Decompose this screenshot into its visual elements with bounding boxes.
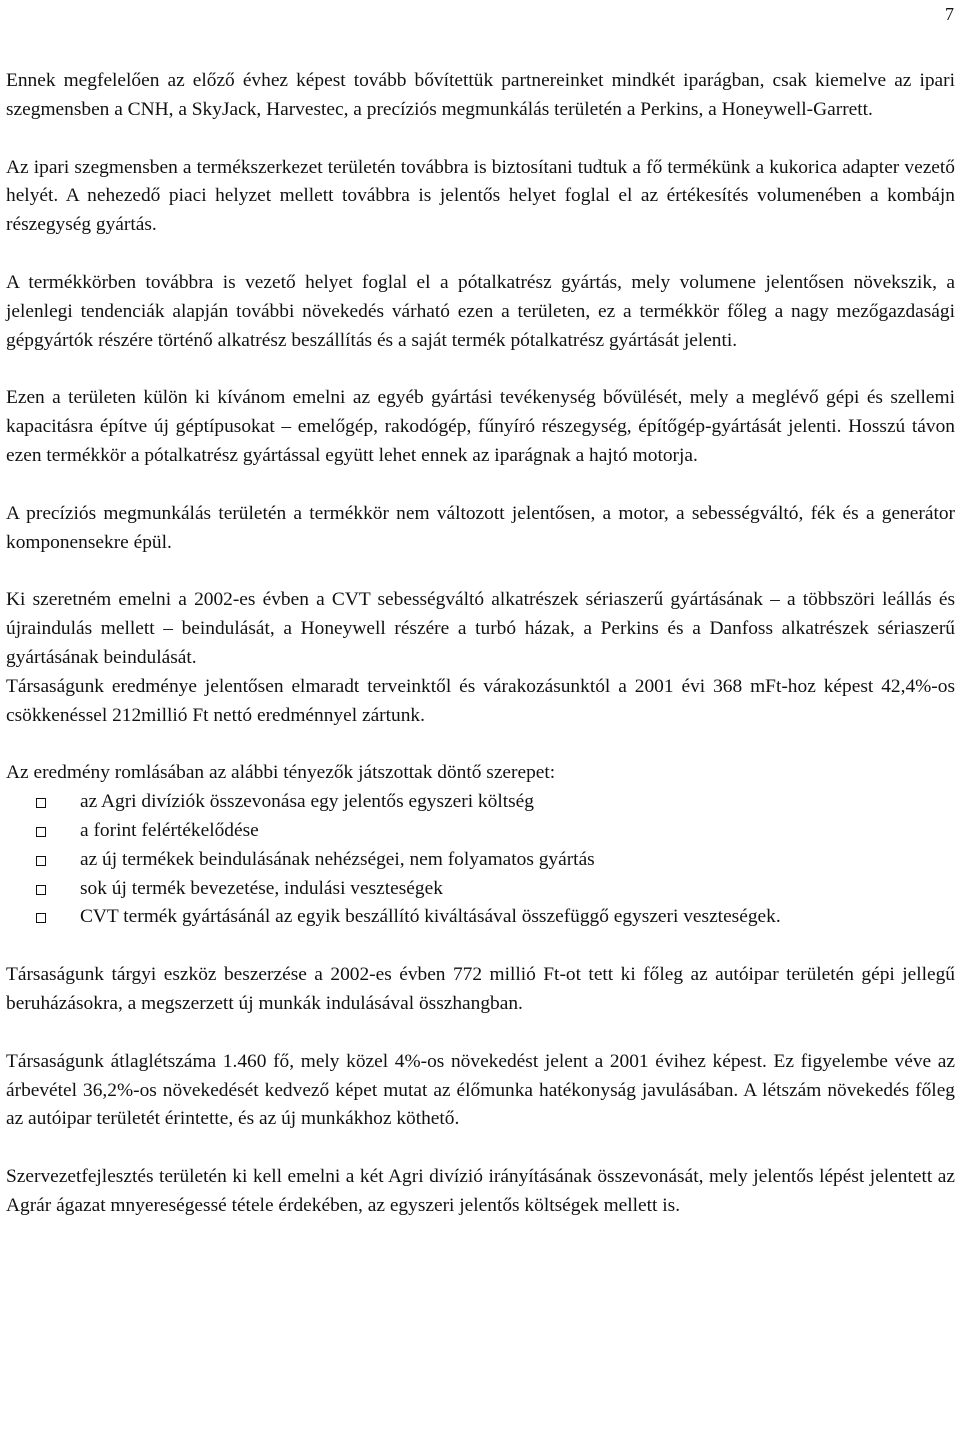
list-item <box>6 817 955 846</box>
checkbox-bullet-icon <box>36 827 46 837</box>
checkbox-bullet-icon <box>36 885 46 895</box>
paragraph-other-manufacturing: Ezen a területen külön ki kívánom emelni az egyéb gyártási tevékenység bővülését, mely a meglévő gépi és szellemi kapacitásra építve új géptípusokat – emelőgép, rakodógép, fűnyíró részegység, építőgép-gyártását jelenti. Hosszú távon ezen termékkör a pótalkatrész gyártással együtt lehet ennek az iparágnak a hajtó motorja. <box>6 387 955 466</box>
paragraph-organization-development: Szervezetfejlesztés területén ki kell emelni a két Agri divízió irányításának összevonását, mely jelentős lépést jelentett az Agrár ágazat mnyereségessé tétele érdekében, az egyszeri jelentős költségek mellett is. <box>6 1166 955 1216</box>
paragraph-headcount: Társaságunk átlaglétszáma 1.460 fő, mely közel 4%-os növekedést jelent a 2001 évihez képest. Ez figyelembe véve az árbevétel 36,2%-os növekedését kedvező képet mutat az élőmunka hatékonyság javulásában. A létszám növekedés főleg az autóipar területét érintette, és az új munkákhoz köthető. <box>6 1050 955 1130</box>
page-number: 7 <box>945 4 954 24</box>
paragraph-result: Társaságunk eredménye jelentősen elmaradt terveinktől és várakozásunktól a 2001 évi 368 mFt-hoz képest 42,4%-os csökkenéssel 212millió Ft nettó eredménnyel zártunk. <box>6 675 955 726</box>
list-item <box>6 846 955 875</box>
list-item-text: az új termékek beindulásának nehézségei, nem folyamatos gyártás <box>80 848 595 870</box>
paragraph-partners: Ennek megfelelően az előző évhez képest tovább bővítettük partnereinket mindkét iparágban, csak kiemelve az ipari szegmensben a CNH, a SkyJack, Harvestec, a precíziós megmunkálás területén a Perkins, a Honeywell-Garrett. <box>6 70 955 120</box>
paragraph-asset-investment: Társaságunk tárgyi eszköz beszerzése a 2002-es évben 772 millió Ft-ot tett ki főleg az autóipar területén gépi jellegű beruházásokra, a megszerzett új munkák indulásával összhangban. <box>6 964 955 1014</box>
checkbox-bullet-icon <box>36 913 46 923</box>
list-item-text: a forint felértékelődése <box>80 819 259 841</box>
list-item <box>6 903 955 932</box>
paragraph-precision-machining: A precíziós megmunkálás területén a termékkör nem változott jelentősen, a motor, a sebességváltó, fék és a generátor komponensekre épül. <box>6 502 955 553</box>
paragraph-spare-parts: A termékkörben továbbra is vezető helyet foglal el a pótalkatrész gyártás, mely volumene jelentősen növekszik, a jelenlegi tendenciák alapján további növekedés várható ezen a területen, ez a termékkör főleg a nagy mezőgazdasági gépgyártók részére történő alkatrész beszállítás és a saját termék pótalkatrész gyártását jelenti. <box>6 271 955 351</box>
checkbox-bullet-icon <box>36 856 46 866</box>
paragraph-factors-intro: Az eredmény romlásában az alábbi tényezők játszottak döntő szerepet: <box>6 762 556 784</box>
paragraph-cvt-highlight: Ki szeretném emelni a 2002-es évben a CVT sebességváltó alkatrészek sériaszerű gyártásának – a többszöri leállás és újraindulás mellett – beindulását, a Honeywell részére a turbó házak, a Perkins és a Danfoss alkatrészek sériaszerű gyártásának beindulását. <box>6 589 955 668</box>
list-item-text: sok új termék bevezetése, indulási veszteségek <box>80 877 443 899</box>
list-item-text: CVT termék gyártásánál az egyik beszállító kiváltásával összefüggő egyszeri veszteségek. <box>80 906 781 928</box>
list-item <box>6 875 955 904</box>
checkbox-bullet-icon <box>36 798 46 808</box>
factors-list <box>6 788 955 932</box>
list-item-text: az Agri divíziók összevonása egy jelentős egyszeri költség <box>80 791 534 813</box>
paragraph-product-structure: Az ipari szegmensben a termékszerkezet területén továbbra is biztosítani tudtuk a fő termékünk a kukorica adapter vezető helyét. A nehezedő piaci helyzet mellett továbbra is jelentős helyet foglal el az értékesítés volumenében a kombájn részegység gyártás. <box>6 156 955 236</box>
list-item <box>6 788 955 817</box>
document-body <box>6 67 955 1250</box>
